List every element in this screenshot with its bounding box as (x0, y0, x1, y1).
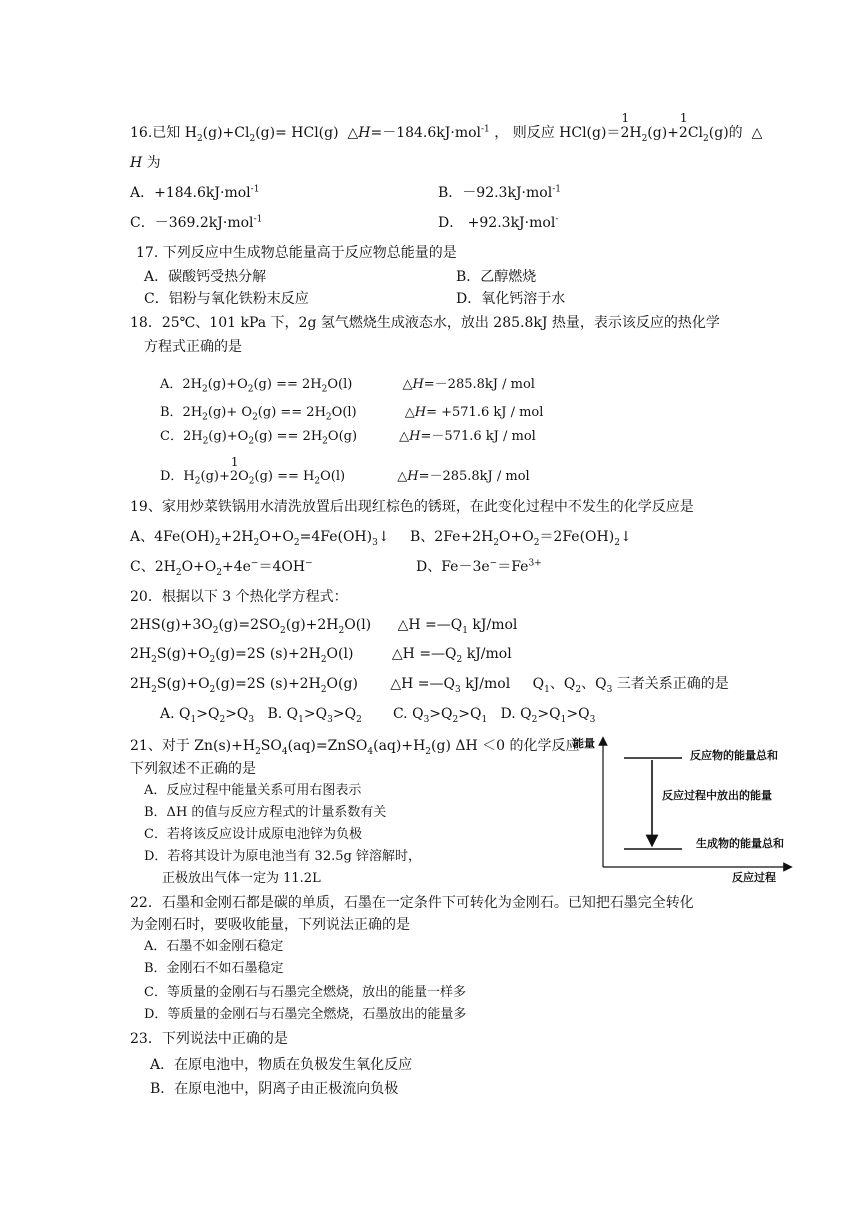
q20-eq2: $2H_2S(g)+O_2(g)=2S$ $(s)+2H_2O(l)$ △H $=—Q_2$ kJ/mol (130, 646, 512, 665)
q16-plus: (g)+ (647, 125, 679, 141)
q16-stem-line2 (130, 154, 161, 172)
q16-rest: 为 (142, 155, 161, 171)
q17-option-d: D．氧化钙溶于水 (456, 291, 566, 307)
q18-b-dh: = +571.6 kJ / mol (426, 405, 544, 420)
q20-eq3: $2H_2S(g)+O_2(g)=2S$ $(s)+2H_2O(g)$ △H $=—Q_3$ kJ/mol $Q_1$、$Q_2$、$Q_3$ 三者关系正确的是 (130, 676, 729, 695)
q18-option-b: B．$2H_2(g)+ O_2(g) == 2H_2O(l)$ △H= +571.6 kJ / mol (160, 405, 544, 423)
q19-option-d: D、$Fe-3e^-=Fe^{3+}$ (416, 558, 542, 575)
q16-option-c (130, 214, 262, 232)
q18-option-a: A．$2H_2(g)+O_2(g) == 2H_2O(l)$ △H=－285.8kJ / mol (160, 377, 535, 395)
q20-stem: 20．根据以下 3 个热化学方程式： (130, 589, 348, 605)
q16-delta: △ (751, 125, 763, 141)
q16-exp: -1 (481, 124, 490, 135)
q17-option-a: A．碳酸钙受热分解 (144, 269, 267, 285)
q22-option-d: D．等质量的金刚石与石墨完全燃烧，石墨放出的能量多 (144, 1007, 467, 1022)
q19-a-text: A、4Fe(OH) (130, 529, 215, 545)
q21-option-b: B．ΔH 的值与反应方程式的计量系数有关 (144, 805, 387, 820)
q16-option-b (438, 184, 561, 202)
q18-b-eq: B．2H (160, 405, 203, 420)
q16-opt-d-text: D． +92.3kJ·mol (438, 215, 556, 231)
q22-option-c: C．等质量的金刚石与石墨完全燃烧，放出的能量一样多 (144, 985, 466, 1000)
q19-d-text: D、Fe－3e (416, 559, 490, 575)
q16-opt-b-text: B．－92.3kJ·mol (438, 185, 553, 201)
q19-d-end: ＝Fe (497, 559, 529, 575)
q21-stem-line2: 下列叙述不正确的是 (130, 761, 256, 777)
q16-dh: =－184.6kJ·mol (370, 125, 482, 141)
q22-stem-line2: 为金刚石时，要吸收能量，下列说法正确的是 (130, 917, 410, 933)
product-level-label: 生成物的能量总和 (696, 837, 784, 850)
q16-text-b: (g)+Cl (202, 125, 250, 141)
q19-option-c: C、$2H_2O+O_2+4e^-=4OH^-$ (130, 558, 313, 578)
q20-eq1: $2HS(g)+3O_2(g)=2SO_2(g)+2H_2O(l)$ △H $=—Q_1$ kJ/mol (130, 617, 518, 636)
q17-stem: 17. 下列反应中生成物总能量高于反应物总能量的是 (136, 245, 457, 261)
q16-opt-a-text: A．+184.6kJ·mol (130, 185, 251, 201)
energy-axis-x-label: 反应过程 (732, 871, 776, 884)
energy-diagram (570, 733, 800, 885)
q21-option-d-cont: 正极放出气体一定为 11.2L (162, 871, 321, 886)
q19-option-b: B、$2Fe+2H_2O+O_2=2Fe(OH)_2↓$ (410, 529, 632, 548)
q16-opt-b-exp: -1 (552, 184, 561, 195)
q16-h2: 2H (620, 125, 642, 141)
q16-opt-a-exp: -1 (250, 184, 260, 195)
q16-opt-c-exp: -1 (253, 214, 263, 225)
q16-opt-d-exp: - (555, 214, 559, 225)
reactant-level-label: 反应物的能量总和 (690, 749, 778, 762)
q23-option-a: A．在原电池中，物质在负极发生氧化反应 (150, 1057, 413, 1073)
q16-cl: 2Cl (678, 125, 704, 141)
q16-stem-line1: 16.已知 $H_2(g)+Cl_2(g)= HCl(g)$ △H=－184.6kJ·mol$^{-1}$ ， 则反应 HCl(g)＝ 1 $2H_2(g)+$ 1 $2Cl_2(g)$的 △ (130, 111, 763, 144)
q18-option-c: C．$2H_2(g)+O_2(g) == 2H_2O(g)$ △H=－571.6 kJ / mol (160, 429, 536, 447)
q22-option-b: B．金刚石不如石墨稳定 (144, 961, 284, 976)
q19-stem: 19、家用炒菜铁锅用水清洗放置后出现红棕色的锈斑，在此变化过程中不发生的化学反应是 (130, 499, 694, 515)
q17-option-c: C．铝粉与氧化铁粉末反应 (144, 291, 309, 307)
q19-option-a: A、$4Fe(OH)_2+2H_2O+O_2=4Fe(OH)_3↓$ (130, 529, 390, 548)
q18-a-eq: A．2H (160, 377, 202, 392)
q16-option-d (438, 214, 558, 232)
q16-option-a (130, 184, 259, 202)
q23-stem: 23．下列说法中正确的是 (130, 1031, 288, 1047)
q16-of: (g)的 (708, 125, 743, 141)
q16-text-c: (g)= HCl(g) (255, 125, 339, 141)
q17-option-b: B．乙醇燃烧 (456, 269, 537, 285)
q18-c-eq: C．2H (160, 429, 203, 444)
q21-option-c: C．若将该反应设计成原电池锌为负极 (144, 827, 362, 842)
q18-frac-num: 1 (230, 455, 239, 469)
q19-c-text: C、2H (130, 559, 176, 575)
q19-b-text: B、2Fe+2H (410, 529, 494, 545)
q20-options: A. $Q_1>Q_2>Q_3$ B. $Q_1>Q_3>Q_2$ C. $Q_3>Q_2>Q_1$ D. $Q_2>Q_1>Q_3$ (160, 706, 596, 725)
q16-text-a: 16.已知 H (130, 125, 197, 141)
q20-eq1-dh: △H =—Q (397, 617, 463, 633)
q16-frac-num-1: 1 (621, 111, 630, 125)
q22-option-a: A．石墨不如金刚石稳定 (144, 939, 284, 954)
q18-a-dh: =－285.8kJ / mol (423, 377, 535, 392)
q23-option-b: B．在原电池中，阴离子由正极流向负极 (150, 1081, 399, 1097)
q18-stem-line2: 方程式正确的是 (144, 339, 242, 355)
q16-opt-c-text: C．－369.2kJ·mol (130, 215, 254, 231)
q18-d-eq: D．H (160, 469, 195, 484)
q16-h: H (130, 155, 143, 171)
q21-post: (g) ΔH ＜0 的化学反应 (431, 738, 580, 754)
q18-d-dh: =－285.8kJ / mol (418, 469, 530, 484)
q22-stem-line1: 22．石墨和金刚石都是碳的单质，石墨在一定条件下可转化为金刚石。已知把石墨完全转化 (130, 895, 694, 911)
q21-option-a: A．反应过程中能量关系可用右图表示 (144, 783, 362, 798)
q21-stem-line1: 21、对于 $Zn(s)+H_2SO_4(aq)=ZnSO_4(aq)+H_2(g)$ ΔH ＜0 的化学反应 (130, 738, 580, 757)
energy-released-label: 反应过程中放出的能量 (662, 789, 772, 802)
q18-option-d: D．$H_2(g)+$ 1 $2O_2(g) == H_2O(l)$ △H=－285.8kJ / mol (160, 455, 530, 487)
q20-eq1-unit: kJ/mol (467, 617, 518, 633)
q20-eq1-text: 2H (130, 617, 152, 633)
q21-option-d: D．若将其设计为原电池当有 32.5g 锌溶解时， (144, 849, 421, 864)
q18-stem-line1: 18．25℃、101 kPa 下，2g 氢气燃烧生成液态水，放出 285.8kJ 热量，表示该反应的热化学 (130, 315, 720, 331)
q16-frac-num-2: 1 (679, 111, 688, 125)
q21-pre: 21、对于 Zn(s)+H (130, 738, 256, 754)
energy-axis-y-label: 能量 (573, 737, 595, 750)
q16-then: ， 则反应 HCl(g)＝ (494, 125, 621, 141)
q20-relation: 三者关系正确的是 (616, 676, 729, 692)
q18-c-dh: =－571.6 kJ / mol (420, 429, 536, 444)
